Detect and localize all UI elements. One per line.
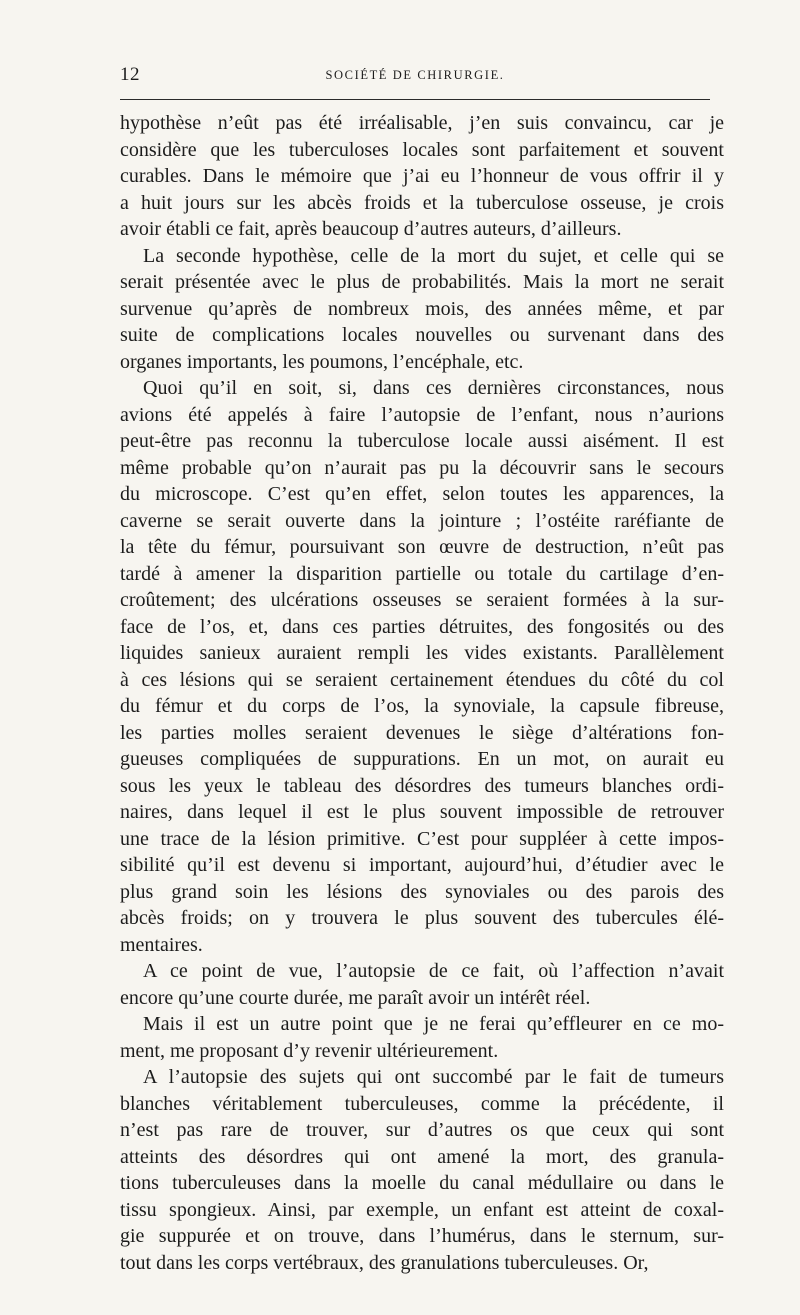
text-line: n’est pas rare de trouver, sur d’autres os que ceux qui sont (120, 1119, 724, 1141)
text-line: face de l’os, et, dans ces parties détruites, des fongosités ou des (120, 615, 724, 638)
text-line: caverne se serait ouverte dans la jointure ; l’ostéite raréfiante de (120, 509, 724, 532)
text-line: les parties molles seraient devenues le siège d’altérations fon- (120, 721, 724, 744)
text-line: la tête du fémur, poursuivant son œuvre de destruction, n’eût pas (120, 536, 724, 558)
paragraph (120, 243, 724, 376)
page-header (120, 64, 710, 94)
header-rule (120, 99, 710, 100)
text-line: A l’autopsie des sujets qui ont succombé par le fait de tumeurs (143, 1066, 724, 1088)
paragraph (120, 1064, 724, 1276)
text-line: ment, me proposant d’y revenir ultérieurement. (120, 1039, 499, 1062)
text-line: survenue qu’après de nombreux mois, des années même, et par (120, 297, 724, 320)
paragraph (120, 375, 724, 958)
text-line: plus grand soin les lésions des synoviales ou des parois des (120, 880, 724, 903)
paragraph (120, 1011, 724, 1064)
text-line: A ce point de vue, l’autopsie de ce fait, où l’affection n’avait (143, 960, 724, 982)
text-line: croûtement; des ulcérations osseuses se seraient formées à la sur- (120, 589, 724, 611)
text-line: mentaires. (120, 933, 203, 956)
body-text (120, 110, 724, 1276)
text-line: La seconde hypothèse, celle de la mort du sujet, et celle qui se (143, 244, 724, 267)
text-line: a huit jours sur les abcès froids et la tuberculose osseuse, je crois (120, 191, 724, 214)
text-line: suite de complications locales nouvelles ou survenant dans des (120, 324, 724, 346)
text-line: serait présentée avec le plus de probabilités. Mais la mort ne serait (120, 271, 724, 293)
text-line: liquides sanieux auraient rempli les vides existants. Parallèlement (120, 642, 724, 664)
text-line: encore qu’une courte durée, me paraît avoir un intérêt réel. (120, 986, 591, 1009)
text-line: avions été appelés à faire l’autopsie de l’enfant, nous n’aurions (120, 403, 724, 426)
text-line: gie suppurée et on trouve, dans l’humérus, dans le sternum, sur- (120, 1225, 724, 1247)
text-line: considère que les tuberculoses locales sont parfaitement et souvent (120, 138, 724, 161)
text-line: sous les yeux le tableau des désordres des tumeurs blanches ordi- (120, 774, 724, 797)
text-line: du microscope. C’est qu’en effet, selon toutes les apparences, la (120, 483, 724, 505)
text-line: tissu spongieux. Ainsi, par exemple, un enfant est atteint de coxal- (120, 1198, 724, 1221)
text-line: tout dans les corps vertébraux, des granulations tuberculeuses. Or, (120, 1251, 649, 1274)
text-line: naires, dans lequel il est le plus souvent impossible de retrouver (120, 801, 724, 823)
text-line: curables. Dans le mémoire que j’ai eu l’honneur de vous offrir il y (120, 165, 724, 187)
text-line: une trace de la lésion primitive. C’est pour suppléer à cette impos- (120, 827, 724, 850)
text-line: gueuses compliquées de suppurations. En un mot, on aurait eu (120, 748, 724, 770)
text-line: atteints des désordres qui ont amené la mort, des granula- (120, 1145, 724, 1168)
text-line: même probable qu’on n’aurait pas pu la découvrir sans le secours (120, 456, 724, 479)
text-line: peut-être pas reconnu la tuberculose locale aussi aisément. Il est (120, 430, 724, 452)
text-line: hypothèse n’eût pas été irréalisable, j’en suis convaincu, car je (120, 112, 724, 134)
text-line: blanches véritablement tuberculeuses, comme la précédente, il (120, 1092, 724, 1115)
text-line: Mais il est un autre point que je ne ferai qu’effleurer en ce mo- (143, 1013, 724, 1035)
text-line: organes importants, les poumons, l’encéphale, etc. (120, 350, 524, 373)
paragraph (120, 958, 724, 1011)
text-line: abcès froids; on y trouvera le plus souvent des tubercules élé- (120, 907, 724, 929)
text-line: Quoi qu’il en soit, si, dans ces dernières circonstances, nous (143, 377, 724, 399)
paragraph (120, 110, 724, 243)
running-title: SOCIÉTÉ DE CHIRURGIE. (325, 68, 505, 82)
text-line: à ces lésions qui se seraient certainement étendues du côté du col (120, 668, 724, 691)
text-line: avoir établi ce fait, après beaucoup d’autres auteurs, d’ailleurs. (120, 218, 622, 240)
text-line: tions tuberculeuses dans la moelle du canal médullaire ou dans le (120, 1172, 724, 1194)
page-number: 12 (120, 64, 140, 85)
text-line: tardé à amener la disparition partielle ou totale du cartilage d’en- (120, 562, 724, 585)
text-line: sibilité qu’il est devenu si important, aujourd’hui, d’étudier avec le (120, 854, 724, 876)
text-line: du fémur et du corps de l’os, la synoviale, la capsule fibreuse, (120, 695, 724, 717)
